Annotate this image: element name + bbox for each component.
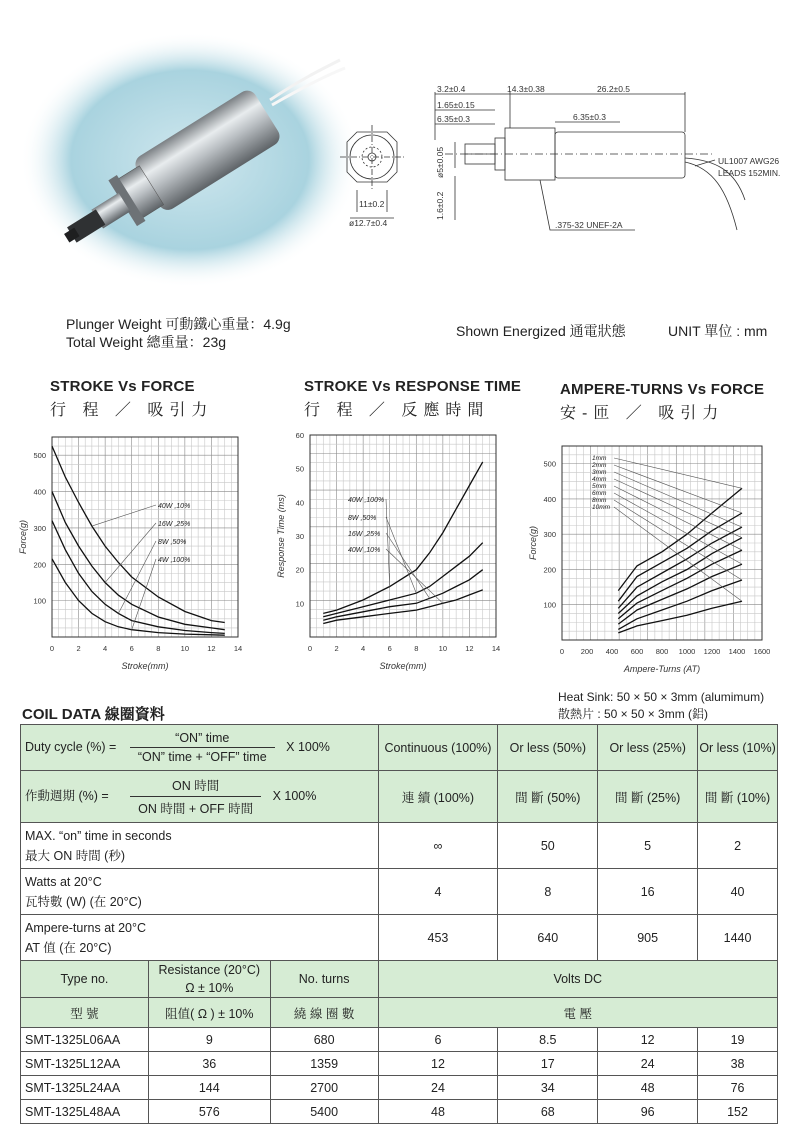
series-label: 40W ,100%	[348, 497, 385, 504]
total-weight: Total Weight 總重量：23g	[66, 334, 227, 350]
volts-header-zh: 電 壓	[378, 998, 777, 1028]
series-label: 4mm	[592, 476, 607, 483]
series-label: 40W ,10%	[158, 503, 191, 510]
dim-dia-5: ø5±0.05	[435, 146, 445, 178]
x-tick-label: 2	[76, 644, 81, 653]
x-axis-label: Stroke(mm)	[379, 661, 427, 671]
y-tick-label: 100	[33, 596, 46, 606]
dim-26-2: 26.2±0.5	[597, 84, 631, 94]
x-tick-label: 1200	[703, 647, 721, 656]
chart2-title-zh: 行 程 ／ 反應時間	[304, 402, 490, 419]
x-tick-label: 14	[233, 644, 243, 653]
y-tick-label: 500	[33, 451, 46, 461]
x-tick-label: 8	[414, 644, 419, 653]
y-tick-label: 300	[33, 523, 46, 533]
lead-spec-2: LEADS 152MIN.	[718, 168, 781, 178]
y-tick-label: 40	[295, 498, 304, 508]
x-tick-label: 10	[180, 644, 190, 653]
x-tick-label: 12	[465, 644, 474, 653]
table-row: Ampere-turns at 20°C AT 值 (在 20°C) 453 640 905 1440	[21, 915, 778, 961]
coil-data-table	[20, 724, 778, 1124]
plunger-weight: Plunger Weight 可動鐵心重量：4.9g	[66, 316, 291, 332]
dim-3-2: 3.2±0.4	[437, 84, 466, 94]
dim-end-diameter: ø12.7±0.4	[349, 218, 388, 228]
y-axis-label: Force(g)	[528, 525, 538, 561]
chart1-title-zh: 行 程 ／ 吸引力	[50, 402, 214, 419]
lead-spec-1: UL1007 AWG26	[718, 156, 780, 166]
series-label: 8mm	[592, 497, 607, 504]
series-line	[618, 488, 742, 590]
y-tick-label: 20	[295, 565, 304, 575]
duty-cycle-en: Duty cycle (%) = $\frac{\text{“ON” time}}{\text{“ON” time + “OFF” time}}$ X 100%	[21, 725, 379, 771]
x-tick-label: 1000	[678, 647, 696, 656]
volts-header: Volts DC	[378, 961, 777, 998]
technical-drawing	[335, 80, 800, 250]
x-tick-label: 2	[334, 644, 339, 653]
x-axis-label: Ampere-Turns (AT)	[623, 664, 701, 674]
y-tick-label: 200	[543, 565, 556, 575]
x-tick-label: 0	[49, 644, 55, 653]
y-tick-label: 10	[295, 599, 304, 609]
x-tick-label: 6	[387, 644, 392, 653]
dim-end-width: 11±0.2	[359, 199, 385, 209]
series-label: 1mm	[592, 455, 607, 462]
col-25-zh: 間 斷 (25%)	[598, 771, 698, 823]
x-tick-label: 400	[605, 647, 619, 656]
dim-6-35-a: 6.35±0.3	[437, 114, 471, 124]
series-label: 40W ,10%	[348, 547, 381, 554]
series-label: 16W ,25%	[348, 531, 381, 538]
chart2-title-en: STROKE Vs RESPONSE TIME	[304, 378, 522, 395]
series-label: 16W ,25%	[158, 521, 191, 528]
table-row: SMT-1325L06AA 9 680 6 8.5 12 19	[21, 1028, 778, 1052]
unit-label: UNIT 單位 : mm	[668, 323, 768, 339]
x-tick-label: 800	[655, 647, 669, 656]
series-label: 4W ,100%	[158, 557, 191, 564]
chart1-title-en: STROKE Vs FORCE	[50, 378, 195, 395]
table-row: Watts at 20°C 瓦特數 (W) (在 20°C) 4 8 16 40	[21, 869, 778, 915]
x-tick-label: 8	[156, 644, 161, 653]
shown-energized: Shown Energized 通電狀態	[456, 323, 626, 339]
heat-sink-zh: 散熱片 : 50 × 50 × 3mm (鋁)	[558, 707, 709, 721]
type-header: Type no.	[21, 961, 149, 998]
chart-ampere-force	[522, 428, 782, 678]
col-continuous: Continuous (100%)	[378, 725, 498, 771]
y-tick-label: 400	[33, 487, 46, 497]
dim-1-6: 1.6±0.2	[435, 191, 445, 220]
y-tick-label: 400	[543, 494, 556, 504]
heat-sink-en: Heat Sink: 50 × 50 × 3mm (alumimum)	[558, 690, 765, 704]
x-tick-label: 4	[103, 644, 108, 653]
chart-stroke-force	[10, 425, 250, 675]
col-50-zh: 間 斷 (50%)	[498, 771, 598, 823]
x-tick-label: 14	[491, 644, 501, 653]
x-tick-label: 0	[307, 644, 313, 653]
x-axis-label: Stroke(mm)	[121, 661, 169, 671]
series-label: 3mm	[592, 469, 607, 476]
y-tick-label: 500	[543, 459, 556, 469]
table-row: SMT-1325L12AA 36 1359 12 17 24 38	[21, 1052, 778, 1076]
turns-header: No. turns	[270, 961, 378, 998]
x-tick-label: 6	[129, 644, 134, 653]
x-tick-label: 4	[361, 644, 366, 653]
y-tick-label: 100	[543, 600, 556, 610]
series-label: 2mm	[592, 462, 607, 469]
series-label: 8W ,50%	[158, 539, 187, 546]
series-line	[618, 538, 742, 614]
resistance-header-zh: 阻值( Ω ) ± 10%	[148, 998, 270, 1028]
col-10: Or less (10%)	[698, 725, 778, 771]
x-tick-label: 12	[207, 644, 216, 653]
duty-cycle-zh: 作動週期 (%) = $\frac{\text{ON 時間}}{\text{ON 時間 + OFF 時間}}$ X 100%	[21, 771, 379, 823]
dim-6-35-b: 6.35±0.3	[573, 112, 607, 122]
y-tick-label: 50	[295, 464, 304, 474]
x-tick-label: 10	[438, 644, 448, 653]
dim-1-65: 1.65±0.15	[437, 100, 475, 110]
chart3-title-en: AMPERE-TURNS Vs FORCE	[560, 381, 765, 398]
series-label: 8W ,50%	[348, 515, 377, 522]
x-tick-label: 1400	[728, 647, 746, 656]
turns-header-zh: 繞 線 圈 數	[270, 998, 378, 1028]
y-axis-label: Force(g)	[18, 519, 28, 555]
series-line	[618, 601, 742, 633]
x-tick-label: 200	[580, 647, 594, 656]
col-25: Or less (25%)	[598, 725, 698, 771]
dim-14-3: 14.3±0.38	[507, 84, 545, 94]
y-tick-label: 30	[295, 532, 304, 541]
series-label: 6mm	[592, 490, 607, 497]
table-row: MAX. “on” time in seconds 最大 ON 時間 (秒) ∞ 50 5 2	[21, 823, 778, 869]
table-row: SMT-1325L24AA 144 2700 24 34 48 76	[21, 1076, 778, 1100]
resistance-header: Resistance (20°C) Ω ± 10%	[148, 961, 270, 998]
chart3-title-zh: 安-匝 ／ 吸引力	[560, 405, 725, 422]
col-continuous-zh: 連 續 (100%)	[378, 771, 498, 823]
coil-data-title: COIL DATA 線圈資料	[22, 706, 165, 723]
y-tick-label: 300	[543, 530, 556, 540]
x-tick-label: 1600	[753, 647, 771, 656]
chart-stroke-response	[268, 425, 508, 675]
type-header-zh: 型 號	[21, 998, 149, 1028]
series-label: 5mm	[592, 483, 607, 490]
product-photo	[20, 30, 360, 290]
x-tick-label: 0	[559, 647, 565, 656]
col-50: Or less (50%)	[498, 725, 598, 771]
col-10-zh: 間 斷 (10%)	[698, 771, 778, 823]
y-tick-label: 60	[295, 431, 304, 440]
y-tick-label: 200	[33, 560, 46, 570]
series-label: 10mm	[592, 504, 611, 511]
x-tick-label: 600	[630, 647, 644, 656]
table-row: SMT-1325L48AA 576 5400 48 68 96 152	[21, 1100, 778, 1124]
y-axis-label: Response Time (ms)	[276, 494, 286, 578]
thread-spec: .375-32 UNEF-2A	[555, 220, 623, 230]
